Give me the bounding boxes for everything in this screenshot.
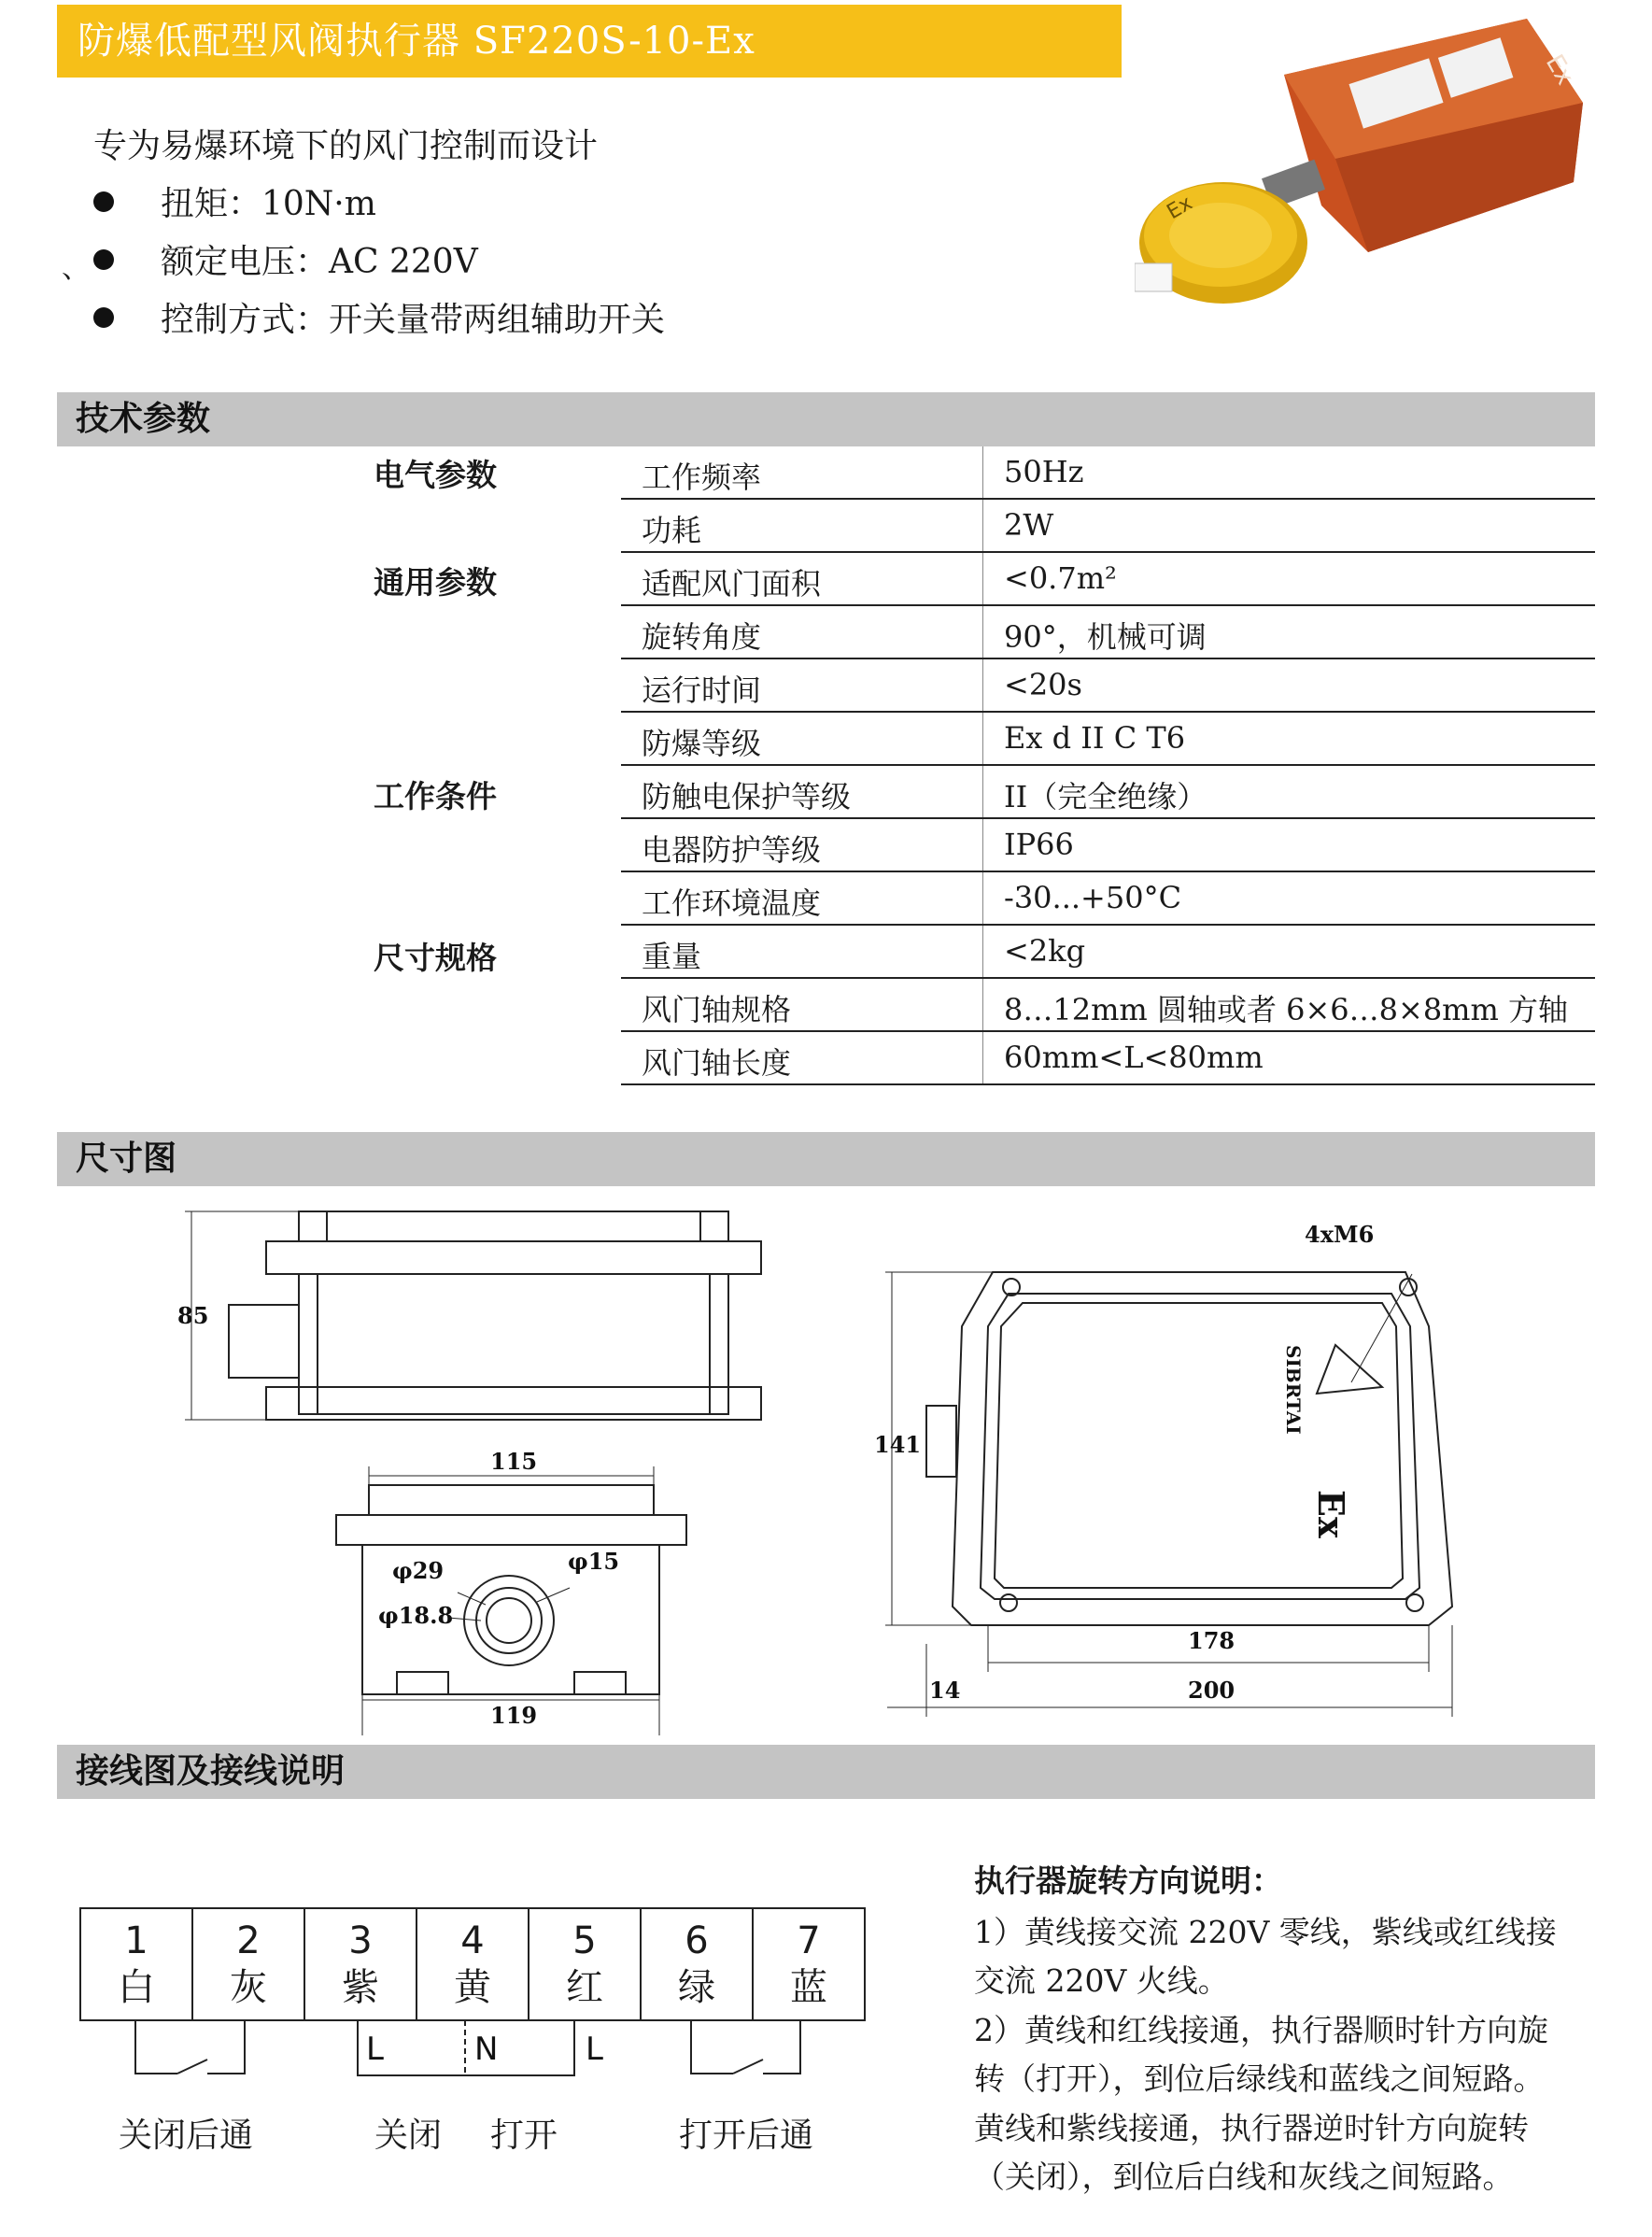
bullet-icon bbox=[93, 307, 114, 328]
spec-row bbox=[621, 979, 1595, 1032]
explanation-line: 黄线和紫线接通，执行器逆时针方向旋转 bbox=[974, 2110, 1529, 2146]
housing-ex-label: Ex bbox=[1539, 50, 1579, 91]
terminal-mark: N bbox=[474, 2031, 499, 2068]
terminal-cell: 6 绿 bbox=[641, 1908, 753, 2020]
explanation-line: 交流 220V 火线。 bbox=[974, 1962, 1229, 1999]
section-title-wiring: 接线图及接线说明 bbox=[57, 1745, 1595, 1799]
wiring-label-close: 关闭 bbox=[374, 2117, 443, 2155]
spec-name: 功耗 bbox=[642, 513, 702, 548]
explanation-line: 转（打开），到位后绿线和蓝线之间短路。 bbox=[974, 2060, 1545, 2097]
spec-group-label: 通用参数 bbox=[374, 564, 497, 601]
spec-row bbox=[621, 766, 1595, 819]
dim-d188-label: φ18.8 bbox=[378, 1602, 454, 1629]
brand-label: SIBRTAI bbox=[1282, 1345, 1305, 1435]
spec-value: II（完全绝缘） bbox=[1004, 779, 1207, 814]
spec-group-label: 尺寸规格 bbox=[374, 940, 497, 976]
spec-row bbox=[621, 446, 1595, 500]
bullet-icon bbox=[93, 249, 114, 270]
section-title-dims: 尺寸图 bbox=[57, 1132, 1595, 1186]
spec-value: 2W bbox=[1004, 507, 1054, 543]
spec-value: 90°，机械可调 bbox=[1004, 619, 1207, 655]
explanation-title: 执行器旋转方向说明： bbox=[974, 1862, 1282, 1899]
dim-d15-label: φ15 bbox=[568, 1548, 620, 1575]
spec-name: 防触电保护等级 bbox=[642, 779, 852, 814]
explanation-line: 1）黄线接交流 220V 零线，紫线或红线接 bbox=[974, 1914, 1557, 1950]
page-title: 防爆低配型风阀执行器 SF220S-10-Ex bbox=[57, 5, 1122, 78]
terminal-cell: 7 蓝 bbox=[753, 1908, 865, 2020]
ex-mark-label: Ex bbox=[1310, 1490, 1352, 1538]
bullet-icon bbox=[93, 191, 114, 212]
spec-name: 风门轴规格 bbox=[642, 992, 792, 1027]
spec-value: 60mm<L<80mm bbox=[1004, 1040, 1264, 1075]
spec-row bbox=[621, 713, 1595, 766]
section-title-tech: 技术参数 bbox=[57, 392, 1595, 446]
stray-mark: 、 bbox=[62, 252, 90, 285]
dim-inner-width-label: 178 bbox=[1188, 1627, 1235, 1654]
explanation-line: 2）黄线和红线接通，执行器顺时针方向旋 bbox=[974, 2012, 1548, 2048]
spec-row bbox=[621, 1032, 1595, 1085]
terminal-cell: 1 白 bbox=[80, 1908, 192, 2020]
spec-name: 电器防护等级 bbox=[642, 832, 822, 868]
spec-name: 工作频率 bbox=[642, 460, 762, 495]
spec-name: 运行时间 bbox=[642, 673, 762, 708]
feature-text: 额定电压：AC 220V bbox=[161, 243, 478, 281]
spec-row bbox=[621, 819, 1595, 872]
product-photo bbox=[1135, 19, 1588, 355]
dim-total-width-label: 200 bbox=[1188, 1677, 1235, 1704]
spec-group-label: 工作条件 bbox=[374, 778, 497, 814]
wiring-label-open-on: 打开后通 bbox=[679, 2117, 814, 2155]
dim-offset-label: 14 bbox=[929, 1677, 961, 1704]
wiring-label-open: 打开 bbox=[490, 2117, 558, 2155]
spec-value: <2kg bbox=[1004, 933, 1086, 969]
spec-group-label: 电气参数 bbox=[374, 457, 497, 493]
spec-name: 重量 bbox=[642, 939, 702, 974]
spec-row bbox=[621, 606, 1595, 659]
spec-value: 50Hz bbox=[1004, 454, 1084, 489]
spec-value: <20s bbox=[1004, 667, 1082, 702]
dim-bottom-width-label: 119 bbox=[490, 1702, 538, 1729]
feature-text: 控制方式：开关量带两组辅助开关 bbox=[161, 301, 666, 339]
feature-text: 扭矩：10N·m bbox=[161, 185, 376, 223]
dim-bolts-label: 4xM6 bbox=[1305, 1221, 1375, 1248]
dim-d29-label: φ29 bbox=[392, 1557, 445, 1584]
dim-depth-label: 141 bbox=[874, 1431, 922, 1458]
terminal-cell: 5 红 bbox=[529, 1908, 641, 2020]
terminal-cell: 3 紫 bbox=[304, 1908, 417, 2020]
spec-value: IP66 bbox=[1004, 827, 1074, 862]
terminal-cell: 4 黄 bbox=[417, 1908, 529, 2020]
spec-value: -30...+50°C bbox=[1004, 880, 1182, 915]
spec-name: 风门轴长度 bbox=[642, 1045, 792, 1081]
feature-item bbox=[93, 293, 665, 341]
explanation-line: （关闭），到位后白线和灰线之间短路。 bbox=[974, 2159, 1514, 2195]
spec-value: Ex d II C T6 bbox=[1004, 720, 1186, 756]
intro-text: 专为易爆环境下的风门控制而设计 bbox=[93, 127, 599, 165]
spec-value: 8…12mm 圆轴或者 6×6…8×8mm 方轴 bbox=[1004, 992, 1569, 1027]
spec-row bbox=[621, 500, 1595, 553]
spec-row bbox=[621, 553, 1595, 606]
terminal-mark: L bbox=[366, 2031, 384, 2068]
dim-height-label: 85 bbox=[177, 1302, 209, 1329]
spec-row bbox=[621, 926, 1595, 979]
wiring-label-closed-on: 关闭后通 bbox=[119, 2117, 254, 2155]
spec-name: 适配风门面积 bbox=[642, 566, 822, 602]
terminal-cell: 2 灰 bbox=[192, 1908, 304, 2020]
spec-name: 旋转角度 bbox=[642, 619, 762, 655]
spec-row bbox=[621, 872, 1595, 926]
spec-value: <0.7m² bbox=[1004, 560, 1117, 596]
spec-name: 工作环境温度 bbox=[642, 885, 822, 921]
dim-top-width-label: 115 bbox=[490, 1448, 538, 1475]
terminal-mark: L bbox=[586, 2031, 603, 2068]
cover-ex-label: Ex bbox=[1163, 191, 1197, 225]
feature-item bbox=[93, 235, 478, 283]
terminal-table bbox=[79, 1907, 866, 2021]
feature-item bbox=[93, 177, 376, 225]
spec-name: 防爆等级 bbox=[642, 726, 762, 761]
spec-row bbox=[621, 659, 1595, 713]
